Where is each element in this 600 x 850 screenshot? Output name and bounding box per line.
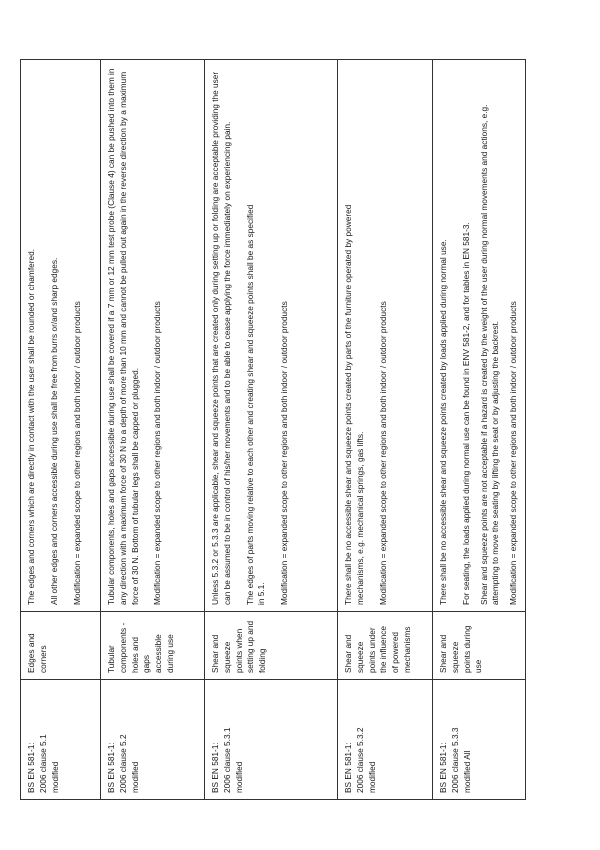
standard-line: BS EN 581-1: — [106, 742, 116, 793]
item-line: Shear and — [210, 634, 220, 673]
item-line: Shear and — [343, 634, 353, 673]
item-line: points under — [366, 627, 377, 673]
standard-line: BS EN 581-1: — [438, 742, 448, 793]
standard-line: 2006 clause 5.3.1 — [221, 727, 232, 793]
requirement-text: The edges of parts moving relative to each other and creating shear and squeeze points shall be as specified — [244, 204, 255, 605]
standard-line: modified — [129, 761, 140, 793]
table-row — [21, 60, 101, 800]
requirement-text: All other edges and corners accessible during use shall be free from burrs or/and sharp edges. — [48, 257, 59, 605]
modification-note: Modification = expanded scope to other regions and both indoor / outdoor products — [377, 301, 388, 605]
item-line: Shear and — [438, 634, 448, 673]
item-line: Edges and — [26, 633, 36, 673]
item-line: Tubular — [106, 645, 116, 673]
standard-line: modified — [233, 761, 244, 793]
requirement-text: mechanisms, e.g. mechanical springs, gas lifts. — [354, 431, 365, 605]
modification-note: Modification = expanded scope to other regions and both indoor / outdoor products — [152, 301, 163, 605]
item-line: folding — [257, 648, 268, 673]
item-line: setting up and — [245, 620, 256, 673]
table-row — [101, 60, 205, 800]
requirement-cell — [433, 60, 526, 612]
standard-cell — [21, 680, 101, 800]
item-line: points during — [461, 625, 472, 673]
item-cell — [433, 612, 526, 680]
item-line: squeeze — [449, 641, 460, 673]
modification-note: Modification = expanded scope to other regions and both indoor / outdoor products — [279, 301, 290, 605]
requirement-text: For seating, the loads applied during normal use can be found in ENV 581-2, and for tables in EN 581-3. — [460, 222, 471, 605]
table-row — [338, 60, 433, 800]
requirement-cell — [205, 60, 338, 612]
modification-note: Modification = expanded scope to other regions and both indoor / outdoor products — [508, 301, 519, 605]
standard-line: 2006 clause 5.3.2 — [354, 727, 365, 793]
requirement-text: Shear and squeeze points are not acceptable if a hazard is created by the weight of the user during normal movements and actions, e.g. attempting to move the seating by lifting the seat or by adjusting the backrest. — [478, 104, 501, 605]
item-cell — [21, 612, 101, 680]
item-line: mechanisms — [401, 626, 412, 673]
item-line: accessible — [153, 634, 164, 673]
item-line: the influence — [378, 625, 389, 673]
item-line: corners — [37, 645, 48, 673]
item-line: of powered — [390, 631, 401, 673]
standard-cell — [433, 680, 526, 800]
standard-line: modified — [49, 761, 60, 793]
requirement-text: There shall be no accessible shear and squeeze points created by loads applied during normal use. — [438, 239, 448, 605]
standard-line: 2006 clause 5.1 — [37, 734, 48, 793]
item-cell — [101, 612, 205, 680]
requirement-text: in 5.1. — [256, 582, 267, 605]
item-line: holes and gaps — [129, 637, 152, 673]
item-cell — [205, 612, 338, 680]
requirement-cell — [101, 60, 205, 612]
standard-cell — [205, 680, 338, 800]
standard-line: 2006 clause 5.2 — [117, 734, 128, 793]
standard-line: modified All — [461, 750, 472, 793]
table-row — [205, 60, 338, 800]
standard-line: 2006 clause 5.3.3 — [449, 727, 460, 793]
item-line: squeeze — [354, 641, 365, 673]
requirement-cell — [338, 60, 433, 612]
requirement-text: The edges and corners which are directly in contact with the user shall be rounded or chamfered. — [26, 248, 36, 605]
standard-line: BS EN 581-1: — [210, 742, 220, 793]
requirement-cell — [21, 60, 101, 612]
requirement-text: There shall be no accessible shear and squeeze points created by parts of the furniture operated by powered — [343, 204, 353, 605]
item-cell — [338, 612, 433, 680]
item-line: use — [473, 659, 484, 673]
standard-line: BS EN 581-1: — [26, 742, 36, 793]
item-line: points when — [233, 628, 244, 673]
rotated-table-wrapper — [20, 60, 525, 800]
item-line: components - — [117, 622, 128, 673]
standard-cell — [338, 680, 433, 800]
item-line: during use — [164, 634, 175, 673]
item-line: squeeze — [221, 641, 232, 673]
standard-line: modified — [366, 761, 377, 793]
standard-cell — [101, 680, 205, 800]
table-row — [433, 60, 526, 800]
requirements-table — [20, 59, 526, 800]
standard-line: BS EN 581-1: — [343, 742, 353, 793]
requirement-text: Unless 5.3.2 or 5.3.3 are applicable, shear and squeeze points that are created only during setting up or folding are acceptable providing the user can be assumed to be in control of his/her movements and to be able to cease applying the force immediately on experiencing pain. — [210, 71, 232, 605]
modification-note: Modification = expanded scope to other regions and both indoor / outdoor products — [71, 301, 82, 605]
requirement-text: Tubular components, holes and gaps accessible during use shall be covered if a 7 mm or 12 mm test probe (Clause 4) can be pushed into them in any direction with a maximum force of 30 N to a depth of more than 10 mm and cannot be pulled out again in the reverse direction by a maximum force of 30 N. Bottom of tubular legs shall be capped or plugged. — [106, 68, 140, 605]
